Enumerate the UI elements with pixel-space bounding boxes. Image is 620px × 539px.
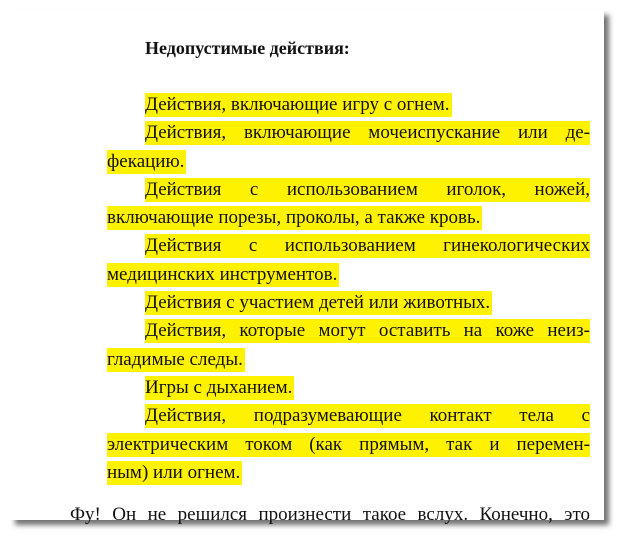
list-item-line [107, 348, 590, 372]
list-item-line [107, 291, 590, 315]
list-item-line [107, 319, 590, 343]
highlighted-text: ным) или огнем. [107, 461, 241, 483]
highlighted-text: Действия с участием детей или животных. [145, 292, 491, 314]
list-item-line [107, 206, 590, 230]
forbidden-actions-list [107, 93, 590, 489]
highlighted-text: электрическим током (как прямым, так и перемен- [107, 433, 590, 455]
list-item-line [107, 433, 590, 457]
highlighted-text: Действия, подразумевающие контакт тела с [145, 405, 590, 427]
list-item-line [107, 234, 590, 258]
section-heading: Недопустимые действия: [145, 38, 350, 58]
body-paragraph: Фу! Он не решился произнести такое вслух. Конечно, это [70, 504, 590, 525]
highlighted-text: медицинских инструментов. [107, 263, 338, 285]
highlighted-text: Действия с использованием гинекологических [145, 235, 590, 257]
list-item-line [107, 263, 590, 287]
highlighted-text: Игры с дыханием. [145, 376, 293, 398]
list-item-line [107, 461, 590, 485]
highlighted-text: Действия, включающие игру с огнем. [145, 94, 450, 115]
list-item-line [107, 376, 590, 400]
list-item-line [107, 121, 590, 145]
list-item-line [107, 178, 590, 202]
highlighted-text: Действия, включающие мочеиспускание или де- [145, 122, 590, 144]
list-item-line [107, 150, 590, 174]
highlighted-text: Действия с использованием иголок, ножей, [145, 178, 590, 200]
highlighted-text: включающие порезы, проколы, а также кровь. [107, 207, 481, 229]
highlighted-text: Действия, которые могут оставить на коже неиз- [145, 320, 590, 342]
list-item-line [107, 93, 590, 117]
highlighted-text: гладимые следы. [107, 348, 243, 370]
highlighted-text: фекацию. [107, 150, 185, 172]
list-item-line [107, 404, 590, 428]
document-page [10, 10, 604, 525]
